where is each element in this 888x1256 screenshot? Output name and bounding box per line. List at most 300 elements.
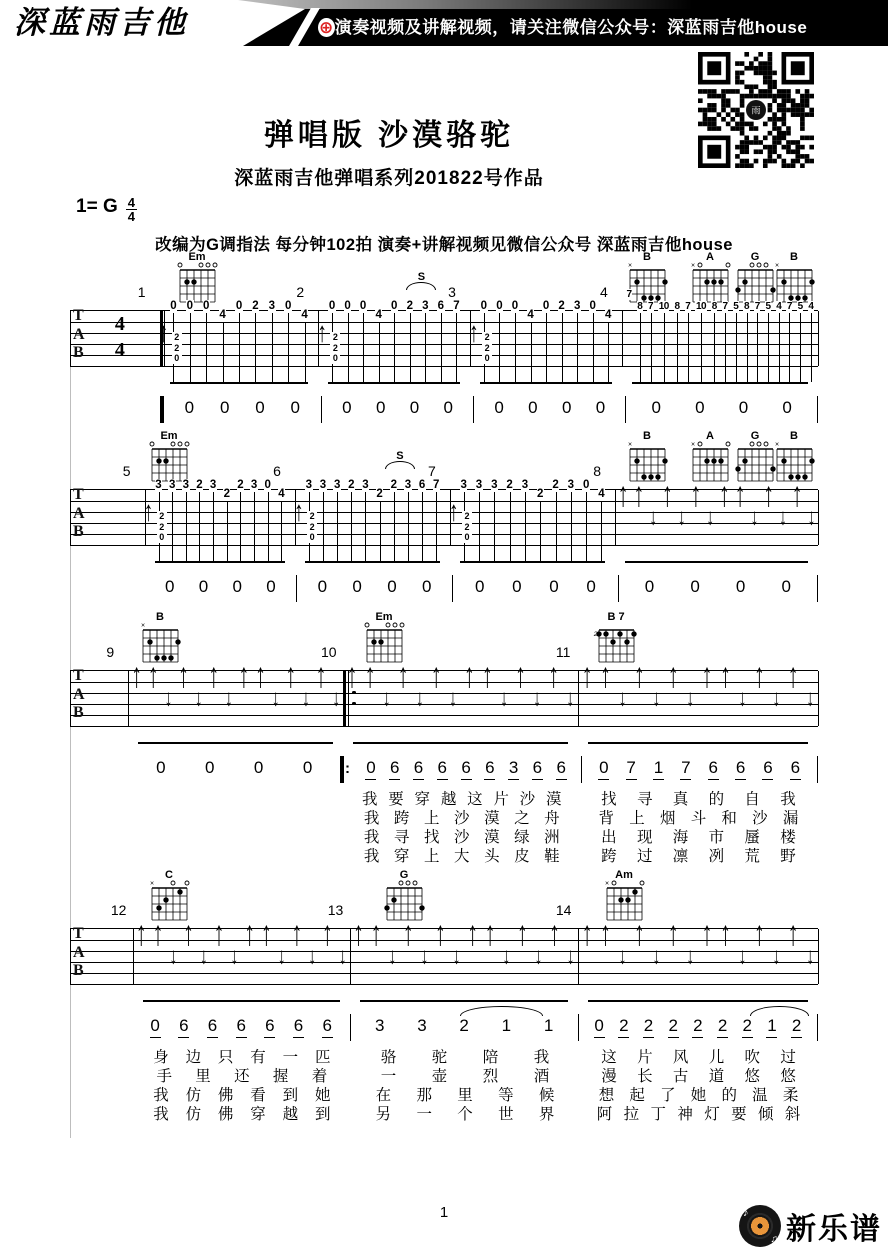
- lyrics-line: [128, 790, 818, 809]
- up-strum-arrow-icon: ↑: [364, 654, 376, 695]
- tab-clef-letter: A: [73, 325, 85, 343]
- bass-fret: 0: [307, 532, 317, 543]
- tab-note: 2: [196, 479, 203, 492]
- tab-note: 7: [722, 300, 728, 313]
- lyric-char: 一: [282, 1049, 299, 1066]
- lyric-char: 头: [484, 848, 500, 865]
- up-strum-arrow-icon: ↑: [208, 654, 220, 695]
- up-strum-arrow-icon: ↑: [402, 912, 414, 953]
- time-signature: [126, 196, 137, 223]
- lyric-char: 野: [780, 848, 796, 865]
- vocal-measure: [322, 396, 473, 419]
- up-strum-arrow-icon: ↑: [177, 654, 189, 695]
- lyric-char: 想: [598, 1087, 615, 1104]
- vocal-note: 0: [549, 577, 559, 596]
- tab-note: 4: [219, 309, 226, 322]
- lyric-char: 沙: [519, 791, 536, 808]
- lyric-char: 佛: [217, 1106, 234, 1123]
- svg-text:B 7: B 7: [607, 611, 625, 623]
- barline: [818, 671, 819, 726]
- vocal-note: 0: [474, 577, 485, 596]
- tab-note: 7: [626, 289, 632, 300]
- beam-line: [632, 382, 808, 384]
- tab-note: 8: [674, 300, 680, 313]
- bass-fret: 2: [157, 522, 167, 533]
- beam-line: [170, 382, 309, 384]
- lyric-char: 悠: [780, 1068, 796, 1085]
- tab-note: 0: [328, 300, 335, 313]
- notation-row: [128, 756, 818, 790]
- vocal-note: 0: [156, 758, 166, 777]
- bass-pickup: [448, 496, 471, 543]
- tab-note: 10: [695, 300, 706, 313]
- lyric-char: 烟: [659, 810, 676, 827]
- lyrics-measure: [133, 1048, 351, 1067]
- vocal-note: 0: [735, 577, 746, 596]
- svg-text:×: ×: [690, 441, 695, 449]
- svg-text:×: ×: [149, 880, 155, 888]
- tab-note: 4: [598, 488, 605, 501]
- svg-text:×: ×: [604, 880, 609, 888]
- down-strum-arrow-icon: ↓: [686, 944, 695, 970]
- tab-clef-letter: A: [73, 943, 85, 961]
- vocal-note: 6: [735, 756, 746, 780]
- lyric-char: 绿: [514, 829, 530, 846]
- lyric-char: 温: [752, 1087, 768, 1104]
- vocal-note: 0: [204, 758, 215, 777]
- beam-line: [328, 382, 460, 384]
- vocal-note: 0: [443, 398, 453, 417]
- vocal-measure: [619, 575, 817, 598]
- barline: [818, 490, 819, 545]
- lyric-char: 古: [672, 1068, 689, 1085]
- svg-text:Em: Em: [160, 430, 178, 442]
- tab-note: 7: [647, 300, 653, 313]
- tab-note: 6: [437, 300, 444, 313]
- lyric-char: 上: [423, 848, 440, 865]
- slide-letter: S: [396, 450, 404, 462]
- vocal-note: 1: [543, 1016, 554, 1035]
- vocal-note: 6: [236, 1014, 247, 1038]
- down-strum-arrow-icon: ↓: [772, 686, 781, 712]
- svg-text:雨: 雨: [751, 105, 761, 116]
- vocal-measure: [164, 396, 321, 419]
- tab-note: 2: [506, 479, 513, 492]
- lyrics-measure: [128, 847, 344, 866]
- lyrics-measure: [128, 828, 344, 847]
- lyric-char: 海: [672, 829, 689, 846]
- vocal-measure: [582, 756, 817, 780]
- lyric-char: 我: [363, 829, 380, 846]
- tie-arc: [460, 1006, 544, 1016]
- vocal-note: 6: [178, 1014, 189, 1038]
- lyrics-line: [128, 809, 818, 828]
- lyrics-measure: [351, 1048, 579, 1067]
- up-strum-arrow-icon: ↑: [719, 912, 731, 953]
- down-strum-arrow-icon: ↓: [420, 944, 429, 970]
- bass-fret: 2: [172, 343, 182, 354]
- lyric-char: 匹: [314, 1049, 331, 1066]
- up-strum-arrow-icon: ↑: [701, 912, 713, 953]
- lyric-char: 陪: [482, 1049, 499, 1066]
- tab-note: 4: [278, 488, 285, 501]
- measure-number: 13: [327, 902, 344, 918]
- tab-note: 2: [237, 479, 244, 492]
- up-strum-arrow-icon: ↑: [787, 654, 799, 695]
- tab-note: 10: [658, 300, 669, 313]
- up-strum-arrow-icon: ↑: [291, 912, 303, 953]
- tab-note: 3: [567, 479, 574, 492]
- vocal-note: 0: [422, 577, 432, 596]
- up-strum-arrow-icon: ↑: [481, 654, 493, 695]
- up-strum-arrow-icon: ↑: [135, 912, 147, 953]
- lyric-char: 洲: [544, 829, 560, 846]
- svg-text:B: B: [789, 251, 798, 263]
- barline: [818, 311, 819, 366]
- beam-line: [588, 1000, 808, 1002]
- tab-clef-letter: T: [73, 667, 84, 684]
- up-arrow-icon: ↑: [448, 496, 459, 528]
- bass-fret: 2: [462, 511, 472, 522]
- tab-note: 0: [344, 300, 351, 313]
- vocal-note: 0: [494, 398, 504, 417]
- lyrics-measure: [579, 809, 818, 828]
- tab-note: 2: [252, 300, 259, 313]
- lyric-char: 还: [234, 1068, 250, 1085]
- down-strum-arrow-icon: ↓: [618, 944, 627, 970]
- lyric-char: 身: [153, 1049, 169, 1066]
- system-2: [70, 430, 818, 637]
- vocal-note: 0: [375, 398, 386, 417]
- lyrics-measure: [128, 809, 344, 828]
- down-strum-arrow-icon: ↓: [652, 944, 661, 970]
- staff-line: [70, 355, 818, 356]
- vocal-note: 0: [352, 577, 362, 596]
- vocal-note: 6: [264, 1014, 275, 1038]
- tab-note: 2: [558, 300, 565, 313]
- svg-text:Am: Am: [614, 869, 633, 881]
- up-arrow-icon: ↑: [158, 317, 169, 349]
- brand-logo: 深蓝雨吉他: [14, 5, 189, 41]
- svg-text:×: ×: [627, 441, 633, 449]
- up-strum-arrow-icon: ↑: [397, 654, 409, 695]
- lyric-char: 沙: [454, 810, 470, 827]
- vocal-note: 0: [253, 758, 264, 777]
- lyrics-line: [133, 1105, 818, 1124]
- vocal-note: 0: [644, 577, 655, 596]
- up-strum-arrow-icon: ↑: [581, 654, 593, 695]
- tab-note: 5: [765, 300, 771, 313]
- bass-frets: [330, 332, 339, 364]
- vocal-note: 2: [692, 1014, 703, 1038]
- up-strum-arrow-icon: ↑: [581, 912, 593, 953]
- note-row: [318, 300, 470, 321]
- lyric-char: 阿: [596, 1106, 613, 1123]
- up-strum-arrow-icon: ↑: [152, 912, 164, 953]
- down-strum-arrow-icon: ↓: [382, 686, 391, 712]
- slide-mark: [406, 272, 436, 290]
- tab-note: 8: [743, 300, 749, 313]
- tab-note: 0: [391, 300, 398, 313]
- measure-number: 11: [555, 644, 571, 660]
- lyric-char: 骆: [380, 1049, 397, 1066]
- lyrics-line: [133, 1067, 818, 1086]
- down-strum-arrow-icon: ↓: [230, 944, 239, 970]
- tab-clef-letter: A: [73, 504, 85, 522]
- page-title: 弹唱版 沙漠骆驼: [263, 119, 515, 152]
- bass-frets: [172, 332, 181, 364]
- tab-note: 2: [348, 479, 355, 492]
- tab-note: 7: [433, 479, 440, 492]
- svg-text:A: A: [705, 251, 714, 263]
- up-strum-arrow-icon: ↑: [183, 912, 194, 953]
- lyric-char: 和: [721, 810, 737, 827]
- lyric-char: 起: [629, 1087, 645, 1104]
- vocal-note: 6: [762, 756, 773, 780]
- barline: [70, 929, 71, 984]
- measure-number: 2: [296, 284, 305, 300]
- tab-note: 3: [305, 479, 312, 492]
- lyric-char: 荒: [744, 848, 760, 865]
- note-row: [295, 479, 450, 500]
- staff-time-signature: [109, 311, 131, 363]
- tab-note: 0: [264, 479, 271, 492]
- tie-arc: [750, 1006, 809, 1016]
- lyric-char: 了: [660, 1087, 676, 1104]
- lyric-char: 背: [598, 810, 615, 827]
- tab-note: 5: [797, 300, 803, 313]
- down-strum-arrow-icon: ↓: [332, 686, 341, 712]
- up-strum-arrow-icon: ↑: [467, 912, 479, 953]
- lyric-char: 皮: [514, 848, 530, 865]
- vocal-note: 0: [317, 577, 328, 596]
- notation-row: [145, 575, 818, 609]
- bass-frets: [157, 511, 166, 543]
- down-strum-arrow-icon: ↓: [277, 944, 286, 970]
- lyric-char: 要: [388, 791, 404, 808]
- lyric-char: 握: [272, 1068, 289, 1085]
- tab-clef-letter: A: [73, 685, 85, 703]
- lyric-char: 真: [672, 791, 689, 808]
- lyric-char: 有: [250, 1049, 266, 1066]
- lyric-char: 越: [440, 791, 457, 808]
- vocal-measure: [474, 396, 625, 419]
- up-strum-arrow-icon: ↑: [763, 473, 775, 514]
- lyric-char: 倾: [757, 1106, 774, 1123]
- vocal-note: 0: [184, 398, 195, 417]
- tab-note: 0: [480, 300, 487, 313]
- svg-text:×: ×: [141, 622, 146, 630]
- up-strum-arrow-icon: ↑: [633, 912, 645, 953]
- wechat-notice: [318, 13, 880, 38]
- up-strum-arrow-icon: ↑: [463, 654, 475, 695]
- lyric-char: 儿: [708, 1049, 725, 1066]
- lyric-char: 个: [457, 1106, 473, 1123]
- vocal-note: 6: [484, 756, 495, 780]
- up-strum-arrow-icon: ↑: [548, 654, 560, 695]
- vocal-measure: [626, 396, 817, 419]
- barline: [817, 756, 818, 783]
- bass-fret: 0: [330, 353, 340, 364]
- tab-note: 8: [637, 300, 643, 313]
- lyric-char: 灯: [704, 1106, 720, 1123]
- bass-fret: 2: [157, 511, 167, 522]
- lyrics-measure: [133, 1067, 351, 1086]
- lyric-char: 酒: [533, 1068, 550, 1085]
- vocal-note: 0: [409, 398, 420, 417]
- vocal-note: 0: [290, 398, 301, 417]
- lyric-char: 柔: [782, 1087, 799, 1104]
- lyrics-measure: [351, 1067, 579, 1086]
- lyric-char: 沙: [752, 810, 768, 827]
- slide-arc: [385, 461, 415, 469]
- lyric-char: 寻: [636, 791, 653, 808]
- tab-note: 2: [406, 300, 413, 313]
- bass-fret: 2: [307, 511, 317, 522]
- svg-text:Em: Em: [188, 251, 207, 263]
- tab-clef-letter: T: [73, 307, 84, 324]
- beam-line: [480, 382, 612, 384]
- lyric-char: 这: [467, 791, 483, 808]
- lyric-char: 穿: [393, 848, 410, 865]
- up-strum-arrow-icon: ↑: [238, 654, 250, 695]
- lyric-char: 过: [636, 848, 653, 865]
- down-strum-arrow-icon: ↓: [169, 944, 178, 970]
- lyric-char: 我: [153, 1087, 169, 1104]
- page-number: 1: [439, 1204, 449, 1221]
- vocal-note: 0: [586, 577, 596, 596]
- tab-note: 2: [552, 479, 559, 492]
- lyric-char: 出: [601, 829, 617, 846]
- tab-note: 7: [453, 300, 460, 313]
- tab-note: 0: [186, 300, 193, 313]
- lyric-char: 候: [538, 1087, 555, 1104]
- vocal-note: 0: [695, 398, 705, 417]
- lyrics-measure: [579, 1105, 818, 1124]
- tab-note: 5: [733, 300, 739, 313]
- svg-text:×: ×: [627, 262, 633, 270]
- lyrics-measure: [579, 1086, 818, 1105]
- lyric-char: 漠: [484, 829, 500, 846]
- lyric-char: 在: [375, 1087, 392, 1104]
- tab-note: 0: [170, 300, 177, 313]
- tab-clef: [73, 307, 85, 363]
- slide-mark: [385, 451, 415, 469]
- lyric-char: 长: [637, 1068, 653, 1085]
- tab-note: 2: [390, 479, 397, 492]
- lyrics-measure: [351, 1086, 579, 1105]
- tab-note: 0: [511, 300, 518, 313]
- tab-note: 3: [573, 300, 580, 313]
- vocal-note: 0: [651, 398, 661, 417]
- bass-frets: [462, 511, 471, 543]
- page-subtitle: 深蓝雨吉他弹唱系列201822号作品: [234, 168, 544, 189]
- tab-note: 4: [808, 300, 814, 313]
- svg-text:G: G: [750, 430, 759, 442]
- down-strum-arrow-icon: ↓: [806, 686, 815, 712]
- strum-arrows: [578, 654, 818, 730]
- plus-icon: ⊕: [319, 18, 334, 37]
- vocal-note: 0: [528, 398, 538, 417]
- tab-note: 4: [776, 300, 782, 313]
- lyric-char: 越: [282, 1106, 299, 1123]
- down-strum-arrow-icon: ↓: [224, 686, 233, 712]
- down-strum-arrow-icon: ↓: [566, 686, 575, 712]
- svg-text:B: B: [156, 611, 165, 623]
- lyric-char: 另: [375, 1106, 392, 1123]
- barline: [70, 311, 71, 366]
- down-strum-arrow-icon: ↓: [750, 505, 759, 531]
- tab-note: 3: [491, 479, 498, 492]
- tab-clef: [73, 667, 85, 723]
- up-strum-arrow-icon: ↑: [791, 473, 803, 514]
- bass-fret: 2: [330, 343, 340, 354]
- vocal-measure: [453, 575, 618, 598]
- lyric-char: 边: [185, 1049, 202, 1066]
- measure-number: 1: [137, 284, 146, 300]
- up-strum-arrow-icon: ↑: [633, 654, 645, 695]
- lyric-char: 仿: [185, 1087, 202, 1104]
- svg-text:×: ×: [774, 262, 779, 270]
- lyric-char: 漫: [601, 1068, 617, 1085]
- tab-note: 3: [362, 479, 369, 492]
- down-strum-arrow-icon: ↓: [652, 686, 661, 712]
- tab-note: 3: [333, 479, 340, 492]
- tab-clef: [73, 486, 85, 542]
- lyric-char: 上: [629, 810, 645, 827]
- up-strum-arrow-icon: ↑: [516, 912, 528, 953]
- lyric-char: 我: [361, 791, 378, 808]
- up-strum-arrow-icon: ↑: [213, 912, 225, 953]
- up-strum-arrow-icon: ↑: [661, 473, 673, 514]
- measure-number: 12: [110, 902, 127, 918]
- measure-number: 6: [273, 463, 281, 479]
- lyric-char: 斜: [784, 1106, 801, 1123]
- tab-note: 0: [203, 300, 210, 313]
- slide-letter: S: [417, 271, 426, 283]
- up-strum-arrow-icon: ↑: [315, 654, 327, 695]
- lyric-char: 到: [282, 1087, 299, 1104]
- lyric-char: 大: [454, 848, 470, 865]
- tab-clef-letter: T: [73, 925, 84, 942]
- lyrics-measure: [579, 1048, 818, 1067]
- vocal-note: 2: [618, 1014, 629, 1038]
- vocal-note: 0: [150, 1014, 161, 1038]
- lyric-char: 凛: [672, 848, 689, 865]
- bass-pickup: [317, 317, 339, 364]
- bass-pickup: [294, 496, 316, 543]
- svg-text:A: A: [705, 430, 714, 442]
- lyric-char: 里: [457, 1087, 473, 1104]
- beam-line: [588, 742, 808, 744]
- tab-staff: [70, 310, 818, 367]
- bass-fret: 0: [172, 353, 182, 364]
- down-strum-arrow-icon: ↓: [415, 686, 424, 712]
- lyric-char: 上: [423, 810, 440, 827]
- header-bar: [0, 0, 888, 46]
- tab-clef-letter: B: [73, 704, 84, 721]
- note-row: [145, 479, 295, 500]
- lyric-char: 仿: [185, 1106, 202, 1123]
- tab-note: 0: [284, 300, 291, 313]
- tab-note: 2: [223, 488, 230, 501]
- vocal-note: 6: [532, 756, 543, 780]
- lyrics-measure: [351, 1105, 579, 1124]
- lyrics-line: [133, 1048, 818, 1067]
- down-strum-arrow-icon: ↓: [534, 944, 543, 970]
- vocal-note: 2: [668, 1014, 679, 1038]
- down-strum-arrow-icon: ↓: [199, 944, 208, 970]
